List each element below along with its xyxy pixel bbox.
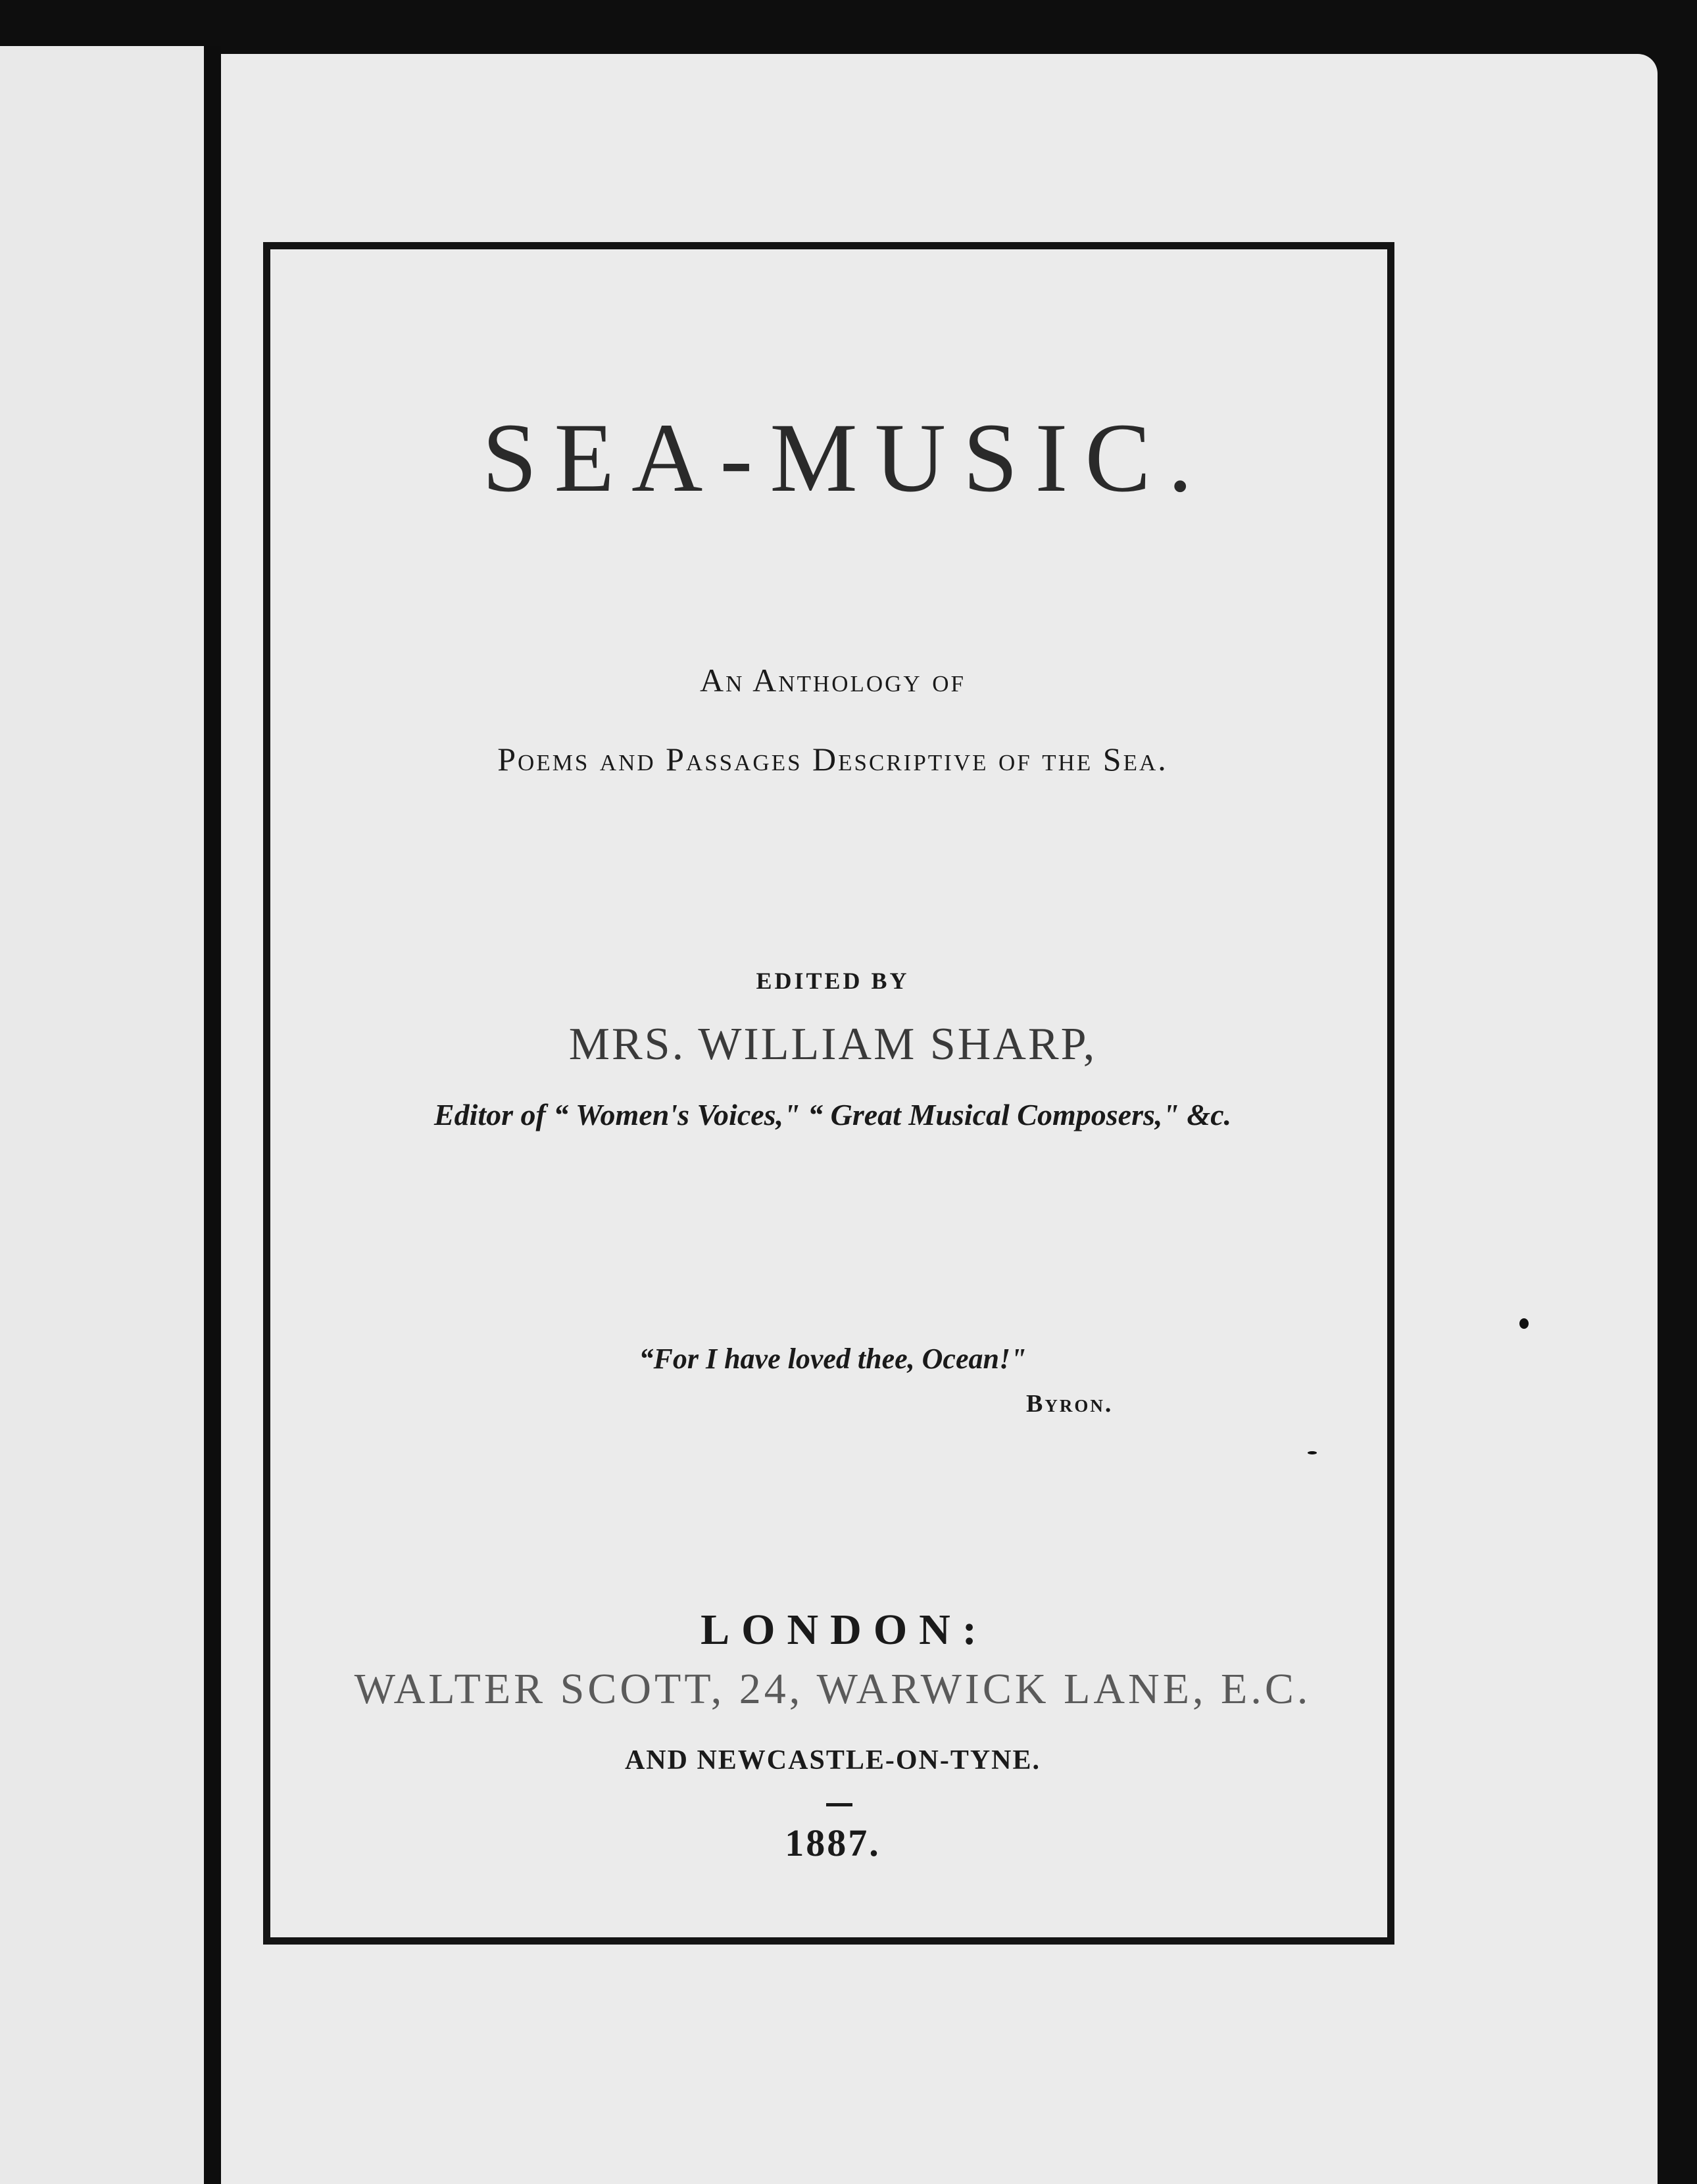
epigraph-author: Byron. [1026,1390,1114,1418]
ink-speck [1308,1451,1317,1454]
editor-credits: Editor of “ Women's Voices," “ Great Musical Composers," &c. [433,1098,1232,1131]
imprint-publisher: WALTER SCOTT, 24, WARWICK LANE, E.C. [354,1665,1312,1713]
edited-by-label: EDITED BY [756,968,910,994]
book-title: SEA-MUSIC. [482,403,1210,512]
imprint-branch: AND NEWCASTLE-ON-TYNE. [624,1745,1041,1775]
editor-name: MRS. WILLIAM SHARP, [568,1019,1097,1070]
book-gutter [204,46,221,2184]
short-rule [826,1803,852,1806]
imprint-year: 1887. [785,1822,881,1864]
ink-speck [1519,1318,1529,1329]
subtitle-line-1: An Anthology of [700,662,966,699]
imprint-city: LONDON: [701,1606,989,1654]
facing-page [0,46,204,2184]
epigraph-quote: “For I have loved thee, Ocean!" [639,1343,1027,1375]
subtitle-line-2: Poems and Passages Descriptive of the Sea. [497,741,1168,778]
